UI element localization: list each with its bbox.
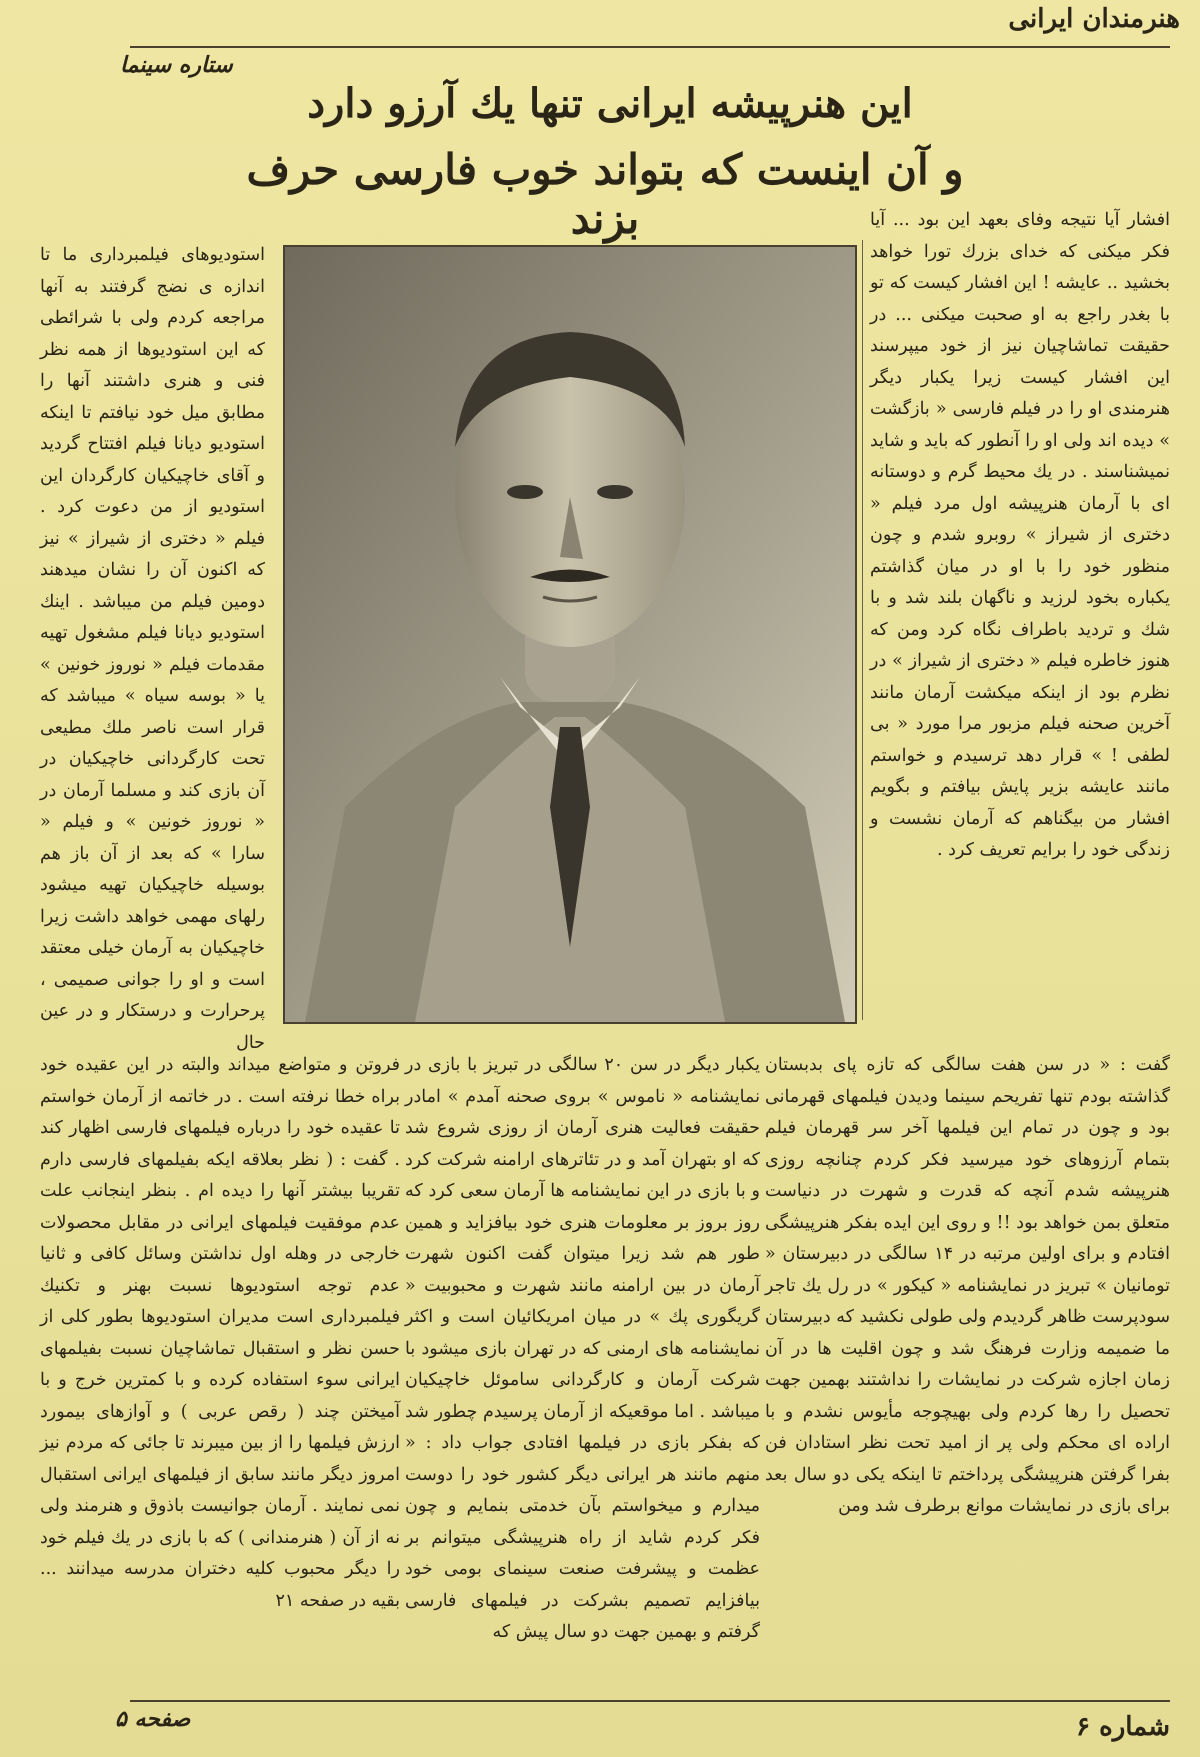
magazine-label: ستاره سینما bbox=[120, 52, 233, 78]
page-number: صفحه ۵ bbox=[115, 1706, 191, 1732]
portrait-illustration bbox=[285, 247, 855, 1022]
article-column-bottom-middle: یکبار دیگر در سن ۲۰ سالگی در تبریز با بازی در نمایشنامه « ناموس » بروی صحنه آمدم » امادر حقیقت فعالیت هنری آرمان از روزی شروع شد که او بتهران آمد و در تئاترهای ارامنه شرکت کرد و با بازی در این نمایشنامه ها آرمان سعی کرد که روز بروز بر معلومات هنری خود بیافزاید و همین طور هم شد زیرا میتوان گفت اکنون شهرت آرمان در بین ارامنه مانند شهرت و محبوبیت « گریگوری پك » در میان امریکائیان است و اکثر نمایشنامه های ارمنی که در تهران بازی میشود با شرکت آرمان و کارگردانی ساموئل خاچیکیان میباشد . اما موقعیکه از آرمان پرسیدم چطور شد که بفکر بازی در فیلمها افتادی جواب داد : « منهم مانند هر ایرانی دیگر کشور خود را دوست میدارم و میخواستم بآن خدمتی بنمایم و چون فکر کردم شاید از راه هنرپیشگی میتوانم بر عظمت و پیشرفت صنعت سینمای بومی خود بیافزایم تصمیم بشرکت در فیلمهای فارسی گرفتم و بهمین جهت دو سال پیش که bbox=[405, 1055, 760, 1642]
column-divider bbox=[862, 240, 863, 1020]
section-header: هنرمندان ایرانی bbox=[1008, 4, 1180, 34]
article-column-right-top: افشار آیا نتیجه وفای بعهد این بود ... آیا فکر میکنی که خدای بزرك تورا خواهد بخشید .. عایشه ! این افشار کیست که تو با بغدر راجع به او صحبت میکنی ... در حقیقت تماشاچیان نیز از خود میپرسند این افشار کیست زیرا یکبار دیگر هنرمندی او را در فیلم فارسی « بازگشت » دیده اند ولی او را آنطور که باید و شاید نمیشناسند . در یك محیط گرم و دوستانه ای با آرمان هنرپیشه اول مرد فیلم « دختری از شیراز » روبرو شدم و چون منظور خود را با او در میان گذاشتم یکباره بخود لرزید و ناگهان بلند شد و با شك و تردید باطراف نگاه کرد ومن که هنوز خاطره فیلم « دختری از شیراز » در نظرم بود از اینکه میکشت آرمان مانند آخرین صحنه فیلم مزبور مرا مورد « بی لطفی ! » قرار دهد ترسیدم و خواستم مانند عایشه بزیر پایش بیافتم و بگویم افشار من بیگناهم که آرمان نشست و زندگی خود را برایم تعریف کرد . bbox=[870, 210, 1170, 860]
headline-line-2: و آن اینست که بتواند خوب فارسی حرف بزند bbox=[246, 145, 964, 243]
article-column-bottom-left: فروتن و متواضع میداند والبته در این عقیده خود براه خطا نرفته است . در خاتمه از آرمان خواستم تا عقیده خود را درباره فیلمهای فارسی اظهار کند . گفت : ( نظر بعلاقه ایکه بفیلمهای فارسی دارم تقریبا بیشتر آنها را دیده ام . بنظر اینجانب علت عدم موفقیت فیلمهای ایرانی در مقابل محصولات خارجی در وهله اول نداشتن وسائل کافی و ثانیا عدم توجه استودیوها نسبت بهنر و تکنیك فیلمبرداری است مدیران استودیوها بطور کلی از حسن نظر و استقبال تماشاچیان نسبت بفیلمهای ایرانی سوء استفاده کرده و با کمترین خرج و با آمیختن چند ( رقص عربی ) و آوازهای بیمورد ارزش فیلمها را از بین میبرند تا جائی که مردم نیز امروز دیگر مانند سابق از فیلمهای ایرانی استقبال نمی نمایند . آرمان جوانیست باذوق و هنرمند ولی نه از آن ( هنرمندانی ) که با بازی در یك فیلم خود را دیگر محبوب کلیه دختران مدرسه میدانند ... بقیه در صفحه ۲۱ bbox=[40, 1055, 400, 1611]
article-column-bottom-right: گفت : « در سن هفت سالگی که تازه پای بدبستان گذاشته بودم تنها تفریحم سینما ودیدن فیلمهای قهرمانی بود و چون در تمام این فیلمها آخر سر قهرمان فیلم بتمام آرزوهای خود میرسید فکر کردم چنانچه روزی هنرپیشه شدم آنچه که قدرت و شهرت در دنیاست متعلق بمن خواهد بود !! و روی این ایده بفکر هنرپیشگی افتادم و برای اولین مرتبه در ۱۴ سالگی در دبیرستان « تومانیان » تبریز در نمایشنامه « کیکور » در رل یك تاجر سودپرست ظاهر گردیدم ولی طولی نکشید که دبیرستان ما ضمیمه وزارت فرهنگ شد و چون اقلیت ها در آن زمان اجازه شرکت در نمایشات را نداشتند بهمین جهت تحصیل را رها کردم ولی بهیچوجه مأیوس نشدم و با اراده ای محکم ولی پر از امید تحت نظر استادان فن بفرا گرفتن هنرپیشگی پرداختم تا اینکه یکی دو سال بعد برای بازی در نمایشات موانع برطرف شد ومن bbox=[765, 1055, 1170, 1516]
actor-portrait-photo bbox=[283, 245, 857, 1024]
issue-number: شماره ۶ bbox=[1076, 1712, 1170, 1742]
headline-line-1: این هنرپیشه ایرانی تنها یك آرزو دارد bbox=[307, 80, 913, 127]
top-rule bbox=[130, 46, 1170, 48]
footer-rule bbox=[130, 1700, 1170, 1702]
article-column-left-top: استودیوهای فیلمبرداری ما تا اندازه ی نضج گرفتند به آنها مراجعه کردم ولی با شرائطی که این استودیوها از همه نظر فنی و هنری داشتند آنها را مطابق میل خود نیافتم تا اینکه استودیو دیانا فیلم افتتاح گردید و آقای خاچیکیان کارگردان این استودیو از من دعوت کرد . فیلم « دختری از شیراز » نیز که اکنون آن را نشان میدهند دومین فیلم من میباشد . اینك استودیو دیانا فیلم مشغول تهیه مقدمات فیلم « نوروز خونین » یا « بوسه سیاه » میباشد که قرار است ناصر ملك مطیعی تحت کارگردانی خاچیکیان در آن بازی کند و مسلما آرمان در « نوروز خونین » و فیلم « سارا » که بعد از آن باز هم بوسیله خاچیکیان تهیه میشود رلهای مهمی خواهد داشت زیرا خاچیکیان به آرمان خیلی معتقد است و او را جوانی صمیمی ، پرحرارت و درستکار و در عین حال bbox=[40, 245, 265, 1053]
